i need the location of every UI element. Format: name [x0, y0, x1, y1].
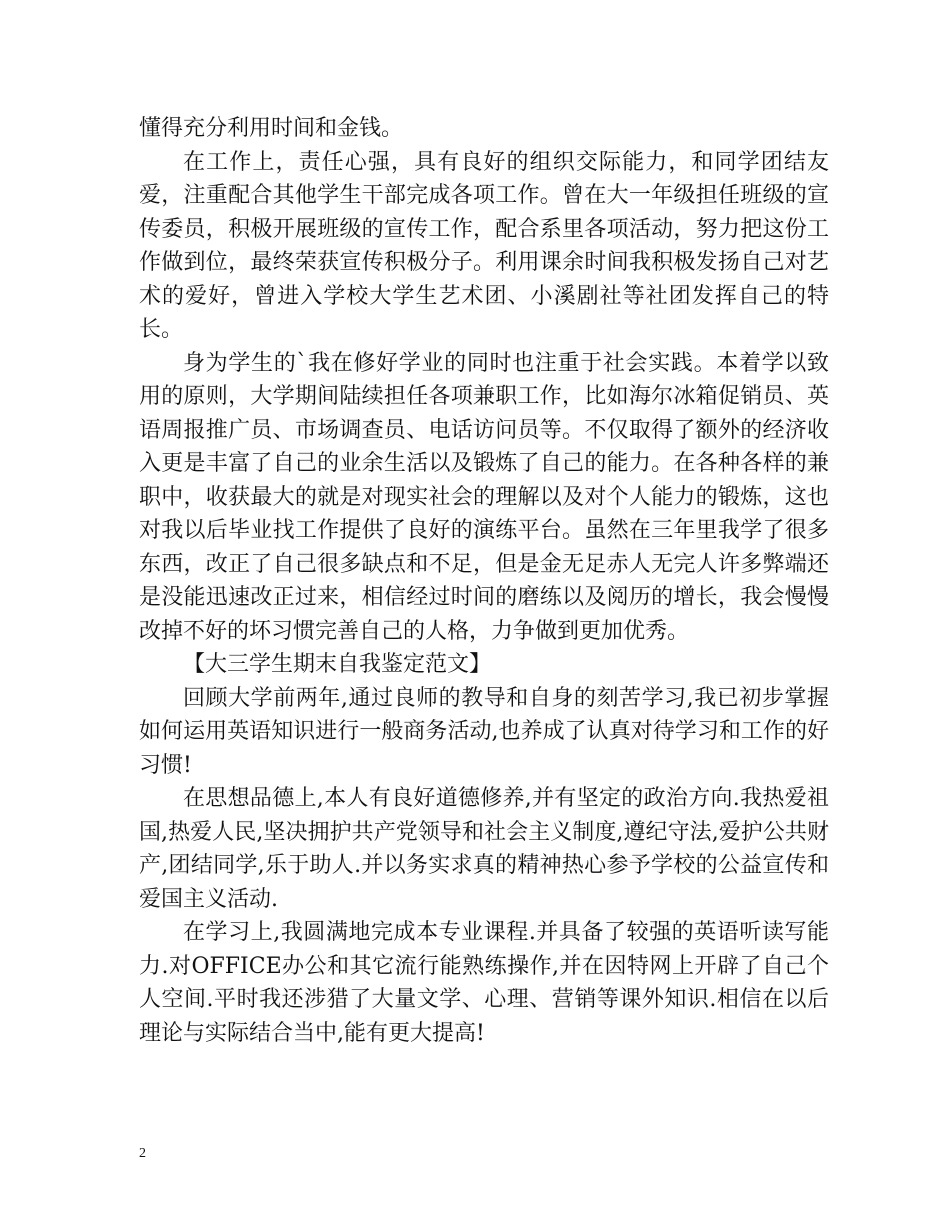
section-heading: 【大三学生期末自我鉴定范文】 [183, 652, 492, 677]
page-number: 2 [139, 1146, 146, 1161]
paragraph-study: 在学习上,我圆满地完成本专业课程.并具备了较强的英语听读写能力.对OFFICE办公和其它流行能熟练操作,并在因特网上开辟了自己个人空间.平时我还涉猎了大量文学、心理、营销等课外知识.相信在以后理论与实际结合当中,能有更大提高! [139, 920, 829, 1046]
paragraph-work: 在工作上，责任心强，具有良好的组织交际能力，和同学团结友爱，注重配合其他学生干部完成各项工作。曾在大一年级担任班级的宣传委员，积极开展班级的宣传工作，配合系里各项活动，努力把这份工作做到位，最终荣获宣传积极分子。利用课余时间我积极发扬自己对艺术的爱好，曾进入学校大学生艺术团、小溪剧社等社团发挥自己的特长。 [139, 149, 829, 342]
document-body [139, 112, 829, 1050]
paragraph-moral: 在思想品德上,本人有良好道德修养,并有坚定的政治方向.我热爱祖国,热爱人民,坚决拥护共产党领导和社会主义制度,遵纪守法,爱护公共财产,团结同学,乐于助人.并以务实求真的精神热心参予学校的公益宣传和爱国主义活动. [139, 786, 829, 912]
paragraph-continuation: 懂得充分利用时间和金钱。 [139, 116, 404, 141]
paragraph-review: 回顾大学前两年,通过良师的教导和自身的刻苦学习,我已初步掌握如何运用英语知识进行一般商务活动,也养成了认真对待学习和工作的好习惯! [139, 685, 829, 778]
paragraph-social-practice: 身为学生的`我在修好学业的同时也注重于社会实践。本着学以致用的原则，大学期间陆续担任各项兼职工作，比如海尔冰箱促销员、英语周报推广员、市场调查员、电话访问员等。不仅取得了额外的经济收入更是丰富了自己的业余生活以及锻炼了自己的能力。在各种各样的兼职中，收获最大的就是对现实社会的理解以及对个人能力的锻炼，这也对我以后毕业找工作提供了良好的演练平台。虽然在三年里我学了很多东西，改正了自己很多缺点和不足，但是金无足赤人无完人许多弊端还是没能迅速改正过来，相信经过时间的磨练以及阅历的增长，我会慢慢改掉不好的坏习惯完善自己的人格，力争做到更加优秀。 [139, 350, 829, 644]
